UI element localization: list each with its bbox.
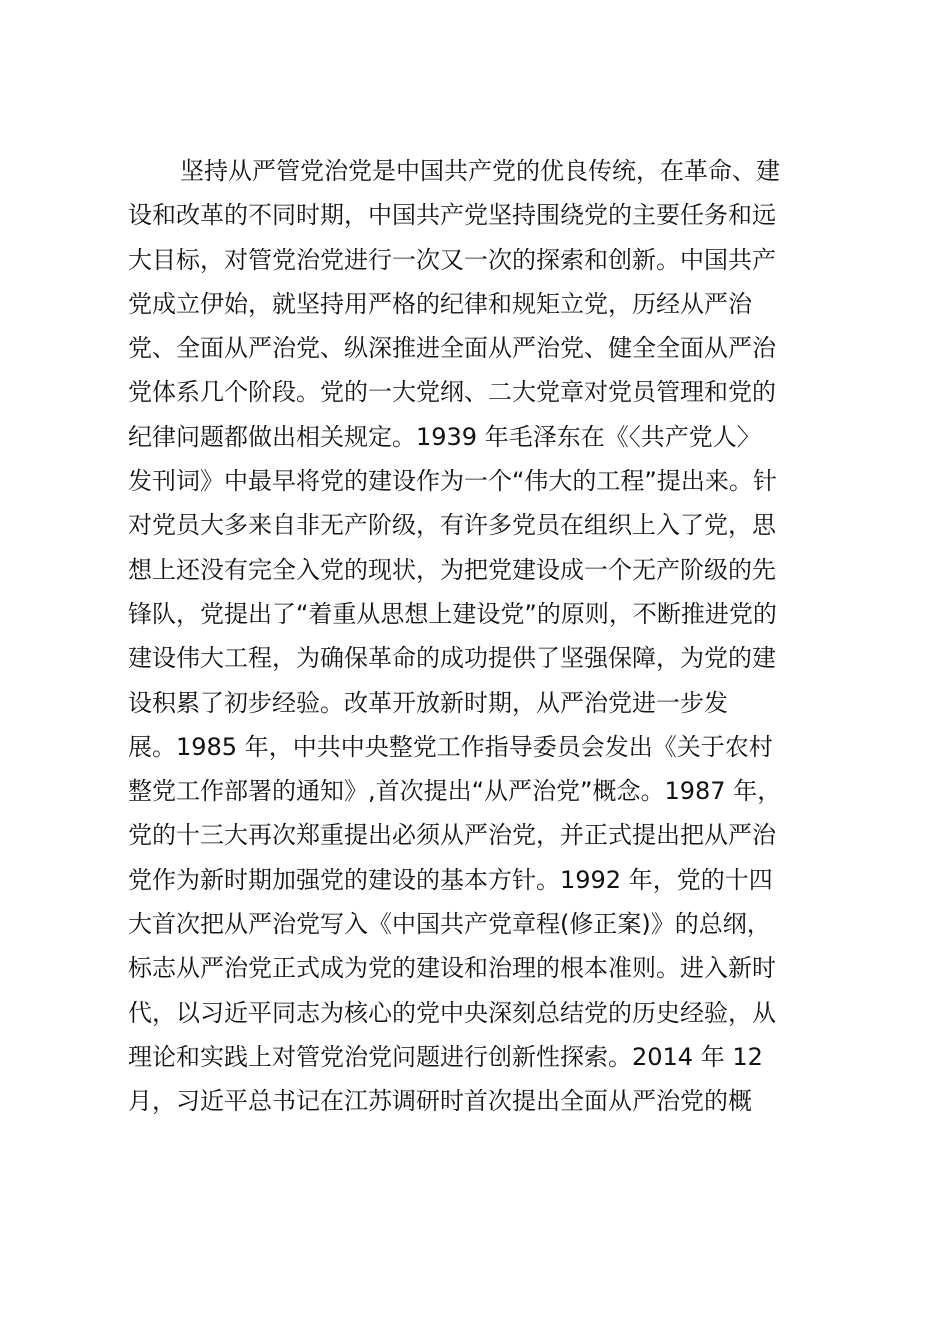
paragraph-line: 建设伟大工程，为确保革命的成功提供了坚强保障，为党的建 bbox=[128, 644, 776, 673]
body-paragraph bbox=[128, 149, 828, 1124]
paragraph-line: 锋队，党提出了“着重从思想上建设党”的原则，不断推进党的 bbox=[128, 599, 777, 628]
paragraph-line: 对党员大多来自非无产阶级，有许多党员在组织上入了党，思 bbox=[128, 511, 776, 540]
paragraph-line: 月，习近平总书记在江苏调研时首次提出全面从严治党的概 bbox=[128, 1087, 752, 1116]
paragraph-line: 党体系几个阶段。党的一大党纲、二大党章对党员管理和党的 bbox=[128, 378, 776, 407]
paragraph-line: 整党工作部署的通知》,首次提出“从严治党”概念。1987 年， bbox=[128, 777, 782, 806]
paragraph-line: 理论和实践上对管党治党问题进行创新性探索。2014 年 12 bbox=[128, 1042, 763, 1071]
paragraph-line: 展。1985 年，中共中央整党工作指导委员会发出《关于农村 bbox=[128, 732, 773, 761]
paragraph-line: 党的十三大再次郑重提出必须从严治党，并正式提出把从严治 bbox=[128, 821, 776, 850]
paragraph-line: 设和改革的不同时期，中国共产党坚持围绕党的主要任务和远 bbox=[128, 201, 776, 230]
paragraph-line: 设积累了初步经验。改革开放新时期，从严治党进一步发 bbox=[128, 688, 728, 717]
paragraph-line: 党作为新时期加强党的建设的基本方针。1992 年，党的十四 bbox=[128, 865, 773, 894]
paragraph-line: 想上还没有完全入党的现状，为把党建设成一个无产阶级的先 bbox=[128, 555, 776, 584]
paragraph-line: 纪律问题都做出相关规定。1939 年毛泽东在《〈共产党人〉 bbox=[128, 422, 761, 451]
paragraph-line: 代，以习近平同志为核心的党中央深刻总结党的历史经验，从 bbox=[128, 998, 776, 1027]
paragraph-line: 党成立伊始，就坚持用严格的纪律和规矩立党，历经从严治 bbox=[128, 289, 752, 318]
paragraph-line: 标志从严治党正式成为党的建设和治理的根本准则。进入新时 bbox=[128, 954, 776, 983]
paragraph-line: 党、全面从严治党、纵深推进全面从严治党、健全全面从严治 bbox=[128, 334, 776, 363]
paragraph-line: 发刊词》中最早将党的建设作为一个“伟大的工程”提出来。针 bbox=[128, 467, 777, 496]
paragraph-line: 大首次把从严治党写入《中国共产党章程(修正案)》的总纲， bbox=[128, 910, 771, 939]
paragraph-line: 坚持从严管党治党是中国共产党的优良传统，在革命、建 bbox=[180, 157, 780, 185]
paragraph-line: 大目标，对管党治党进行一次又一次的探索和创新。中国共产 bbox=[128, 245, 776, 274]
